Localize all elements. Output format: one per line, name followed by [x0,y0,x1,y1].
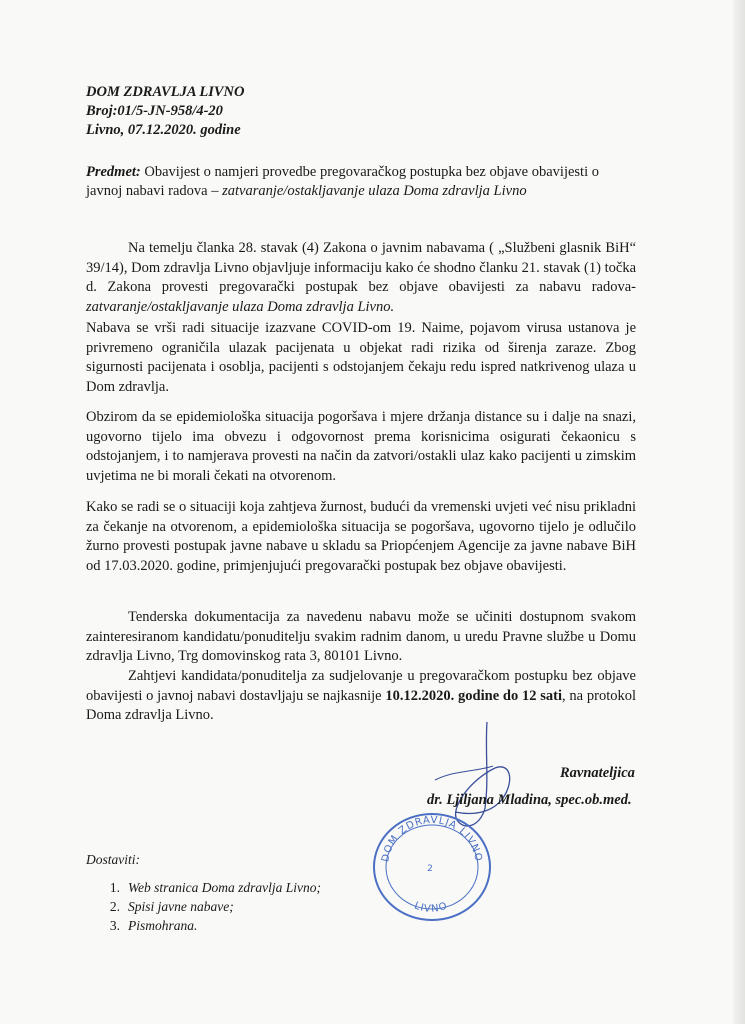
place-date: Livno, 07.12.2020. godine [86,122,241,138]
signatory-title: Ravnateljica [560,765,635,781]
paragraph-6-text: Zahtjevi kandidata/ponuditelja za sudjelovanje u pregovaračkom postupku bez objave obavijesti o javnoj nabavi dostavljaju se najkasnije [86,668,636,704]
list-item: 1. Web stranica Doma zdravlja Livno; [109,880,321,895]
distribution-list [86,878,321,935]
paragraph-covid-reason: Nabava se vrši radi situacije izazvane COVID-om 19. Naime, pojavom virusa ustanova je privremeno ograničila ulazak pacijenata u objekat radi rizika od širenja zaraze. Zbog sigurnosti pacijenata i osoblja, pacijenti s odstojanjem čekaju redu ispred natkrivenog ulaza u Dom zdravlja. [86,320,636,395]
letter-header [86,83,244,140]
official-stamp [366,805,496,925]
subject-text: Obavijest o namjeri provedbe pregovaračkog postupka bez objave obavijesti o javnoj nabavi radova – [86,164,599,199]
signatory-name: dr. Ljiljana Mladina, spec.ob.med. [427,792,632,808]
paragraph-urgency: Kako se radi se o situaciji koja zahtjeva žurnost, budući da vremenski uvjeti već nisu prikladni za čekanje na otvorenom, a epidemiološka situacija se pogoršava, ugovorno tijelo je odlučilo žurno provesti postupak javne nabave u skladu sa Priopćenjem Agencije za javne nabave BiH od 17.03.2020. godine, primjenjujući pregovarački postupak bez objave obavijesti. [86,499,636,574]
list-item: 3. Pismohrana. [109,918,198,933]
svg-text:DOM ZDRAVLJA LIVNO [380,815,484,863]
paragraph-deadline [86,667,636,726]
svg-text:LIVNO [413,900,450,915]
subject-label: Predmet: [86,164,141,180]
list-item: 2. Spisi javne nabave; [109,899,234,914]
paragraph-6-end: , na protokol Doma zdravlja Livno. [86,687,636,723]
stamp-top-text: DOM ZDRAVLJA LIVNO [380,814,484,863]
stamp-center: 2 [427,864,433,874]
paragraph-1-text: Na temelju članka 28. stavak (4) Zakona o javnim nabavama ( „Službeni glasnik BiH“ 39/14), Dom zdravlja Livno objavljuje informaciju kako će shodno članku 21. stavak (1) točka d. Zakona provesti pregovarački postupak bez objave obavijesti za nabavu radova- [86,240,636,295]
distribution-label: Dostaviti: [86,852,140,867]
paragraph-1-italic: zatvaranje/ostakljavanje ulaza Doma zdravlja Livno. [86,298,395,315]
reference-number: Broj:01/5-JN-958/4-20 [86,103,223,119]
page-edge-shadow [733,0,745,1024]
subject-italic: zatvaranje/ostakljavanje ulaza Doma zdravlja Livno [222,183,527,199]
organization-name: DOM ZDRAVLJA LIVNO [86,84,245,100]
paragraph-epidemiological: Obzirom da se epidemiološka situacija pogoršava i mjere držanja distance su i dalje na snazi, ugovorno tijelo ima obvezu i odgovornost prema korisnicima osigurati čekaonicu s odstojanjem, i to namjerava provesti na način da zatvori/ostakli ulaz kako pacijenti u zimskim uvjetima ne bi morali čekati na otvorenom. [86,409,636,484]
stamp-bottom-text: LIVNO [412,900,450,915]
subject-line [86,163,606,201]
paragraph-legal-basis [86,239,636,317]
deadline-date: 10.12.2020. godine do 12 sati [385,687,563,704]
paragraph-tender-docs: Tenderska dokumentacija za navedenu nabavu može se učiniti dostupnom svakom zainteresiranom kandidatu/ponuditelju svakim radnim danom, u uredu Pravne službe u Domu zdravlja Livno, Trg domovinskog rata 3, 80101 Livno. [86,609,636,664]
